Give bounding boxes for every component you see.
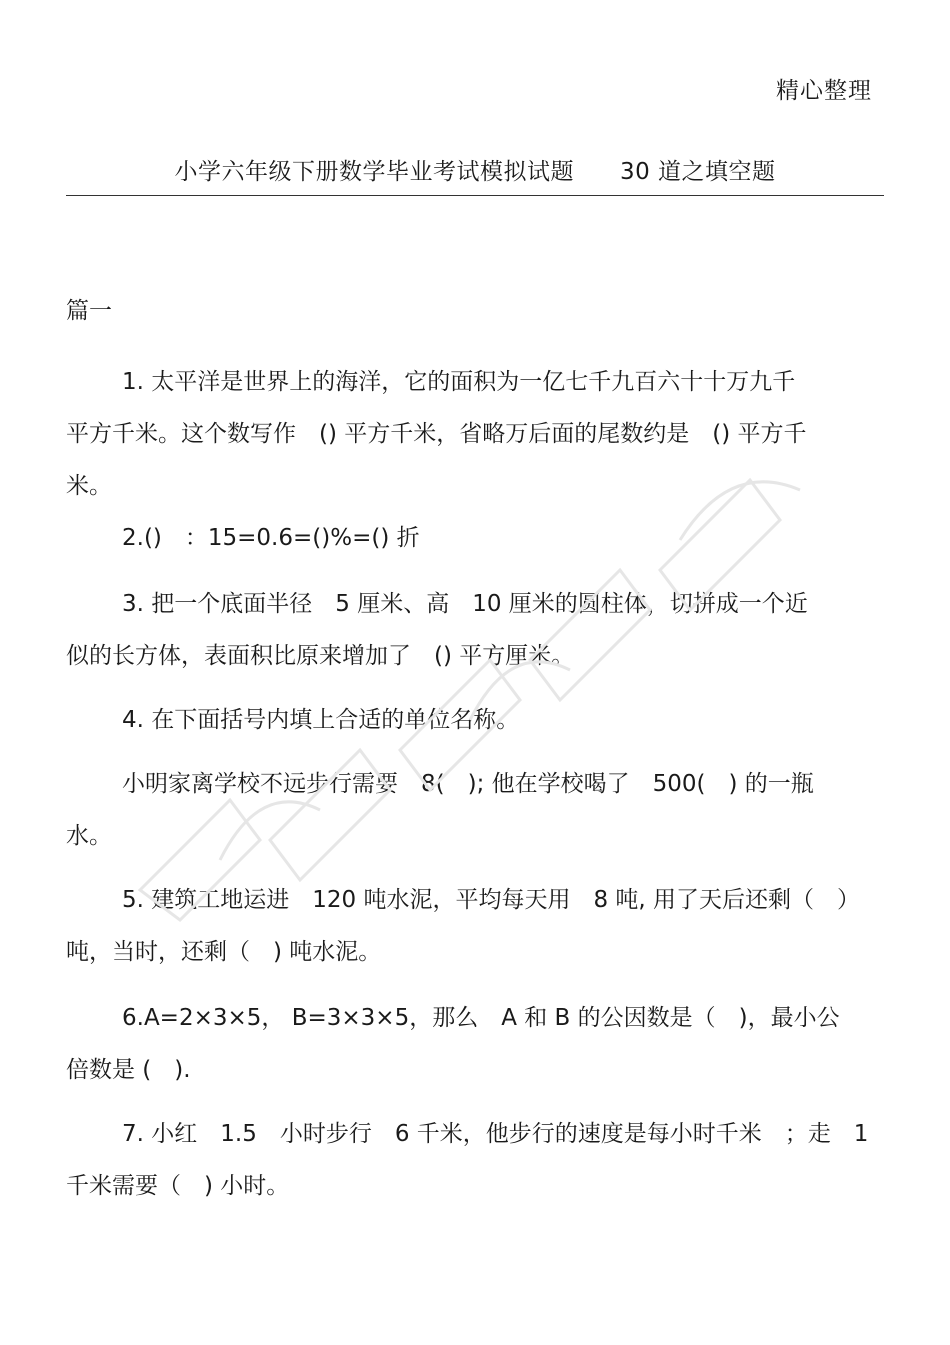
question-line: 平方千米。这个数写作 () 平方千米，省略万后面的尾数约是 () 平方千 — [66, 421, 807, 447]
title-suffix: 30 道之填空题 — [619, 159, 776, 185]
question-6 — [66, 992, 884, 1096]
question-line: 小明家离学校不远步行需要 8( ); 他在学校喝了 500( ) 的一瓶 — [122, 771, 814, 797]
question-line: 4. 在下面括号内填上合适的单位名称。 — [122, 707, 520, 733]
question-2 — [66, 512, 884, 564]
question-line: 3. 把一个底面半径 5 厘米、高 10 厘米的圆柱体，切拼成一个近 — [122, 591, 808, 617]
header-note: 精心整理 — [776, 78, 872, 104]
question-line: 5. 建筑工地运进 120 吨水泥，平均每天用 8 吨, 用了天后还剩（ ） — [122, 887, 861, 913]
question-line: 似的长方体，表面积比原来增加了 () 平方厘米。 — [66, 643, 575, 669]
title-main: 小学六年级下册数学毕业考试模拟试题 — [174, 159, 574, 185]
question-7 — [66, 1108, 884, 1212]
question-3 — [66, 578, 884, 682]
question-line: 7. 小红 1.5 小时步行 6 千米，他步行的速度是每小时千米 ；走 1 — [122, 1121, 869, 1147]
question-line: 水。 — [66, 823, 112, 849]
question-line: 2.() ：15=0.6=()%=() 折 — [122, 525, 420, 551]
question-line: 6.A=2×3×5， B=3×3×5，那么 A 和 B 的公因数是（ )，最小公 — [122, 1005, 840, 1031]
question-5 — [66, 874, 884, 978]
question-4 — [66, 694, 884, 746]
question-line: 千米需要（ ) 小时。 — [66, 1173, 290, 1199]
question-line: 米。 — [66, 473, 112, 499]
question-4-detail — [66, 758, 884, 862]
question-line: 吨，当时，还剩（ ) 吨水泥。 — [66, 939, 382, 965]
document-title — [0, 153, 950, 186]
title-divider — [66, 195, 884, 196]
section-label: 篇一 — [66, 298, 112, 324]
question-line: 倍数是 ( ). — [66, 1057, 191, 1083]
question-1 — [66, 356, 884, 512]
question-line: 1. 太平洋是世界上的海洋，它的面积为一亿七千九百六十十万九千 — [122, 369, 796, 395]
